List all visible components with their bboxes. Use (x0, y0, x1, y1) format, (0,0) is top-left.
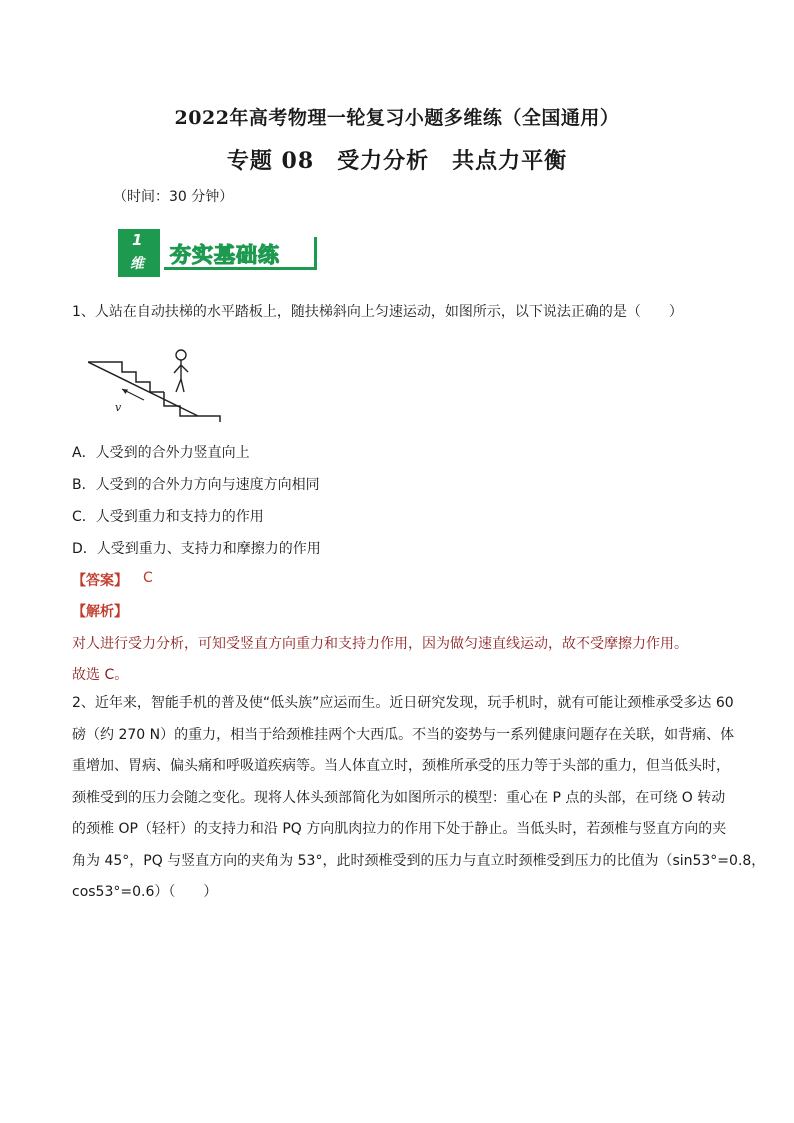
person-head (176, 350, 186, 360)
option-c: C．人受到重力和支持力的作用 (72, 509, 264, 525)
document-title: 2022年高考物理一轮复习小题多维练（全国通用） (174, 107, 620, 129)
option-d: D．人受到重力、支持力和摩擦力的作用 (72, 541, 321, 557)
analysis-conclusion: 故选 C。 (72, 667, 129, 683)
badge-number: 1 (132, 231, 143, 249)
badge-unit: 维 (130, 256, 144, 272)
answer-label: 【答案】 (72, 573, 128, 589)
question-1-stem: 1、人站在自动扶梯的水平踏板上，随扶梯斜向上匀速运动，如图所示，以下说法正确的是（ ） (72, 304, 683, 320)
time-limit: （时间：30 分钟） (113, 189, 234, 205)
badge-title: 夯实基础练 (170, 243, 280, 267)
question-2-line: 颈椎受到的压力会随之变化。现将人体头颈部简化为如图所示的模型：重心在 P 点的头部，在可绕 O 转动 (72, 789, 726, 806)
analysis-label: 【解析】 (72, 604, 128, 620)
question-2-line: 的颈椎 OP（轻杆）的支持力和沿 PQ 方向肌肉拉力的作用下处于静止。当低头时，若颈椎与竖直方向的夹 (72, 821, 727, 837)
badge-title-box (164, 237, 317, 270)
question-2-line: 2、近年来，智能手机的普及使“低头族”应运而生。近日研究发现，玩手机时，就有可能让颈椎承受多达 60 (72, 695, 734, 711)
section-badge (118, 229, 318, 277)
badge-number-block (118, 229, 160, 277)
question-2-stem (72, 688, 766, 909)
velocity-label: v (115, 401, 122, 414)
question-2-line: 磅（约 270 N）的重力，相当于给颈椎挂两个大西瓜。不当的姿势与一系列健康问题存在关联，如背痛、体 (72, 726, 735, 743)
document-subtitle: 专题 08 受力分析 共点力平衡 (226, 148, 568, 174)
escalator-figure (88, 346, 224, 426)
option-a: A．人受到的合外力竖直向上 (72, 445, 250, 461)
question-2-line: 角为 45°，PQ 与竖直方向的夹角为 53°，此时颈椎受到的压力与直立时颈椎受到压力的比值为（sin53°=0.8， (72, 852, 766, 869)
analysis-text: 对人进行受力分析，可知受竖直方向重力和支持力作用，因为做匀速直线运动，故不受摩擦力作用。 (72, 636, 688, 652)
escalator-steps-lower (164, 392, 220, 422)
answer-value: C (143, 570, 153, 586)
question-2-line: cos53°=0.6）（ ） (72, 884, 218, 900)
option-b: B．人受到的合外力方向与速度方向相同 (72, 477, 320, 493)
question-2-line: 重增加、胃病、偏头痛和呼吸道疾病等。当人体直立时，颈椎所承受的压力等于头部的重力，但当低头时， (72, 758, 730, 774)
